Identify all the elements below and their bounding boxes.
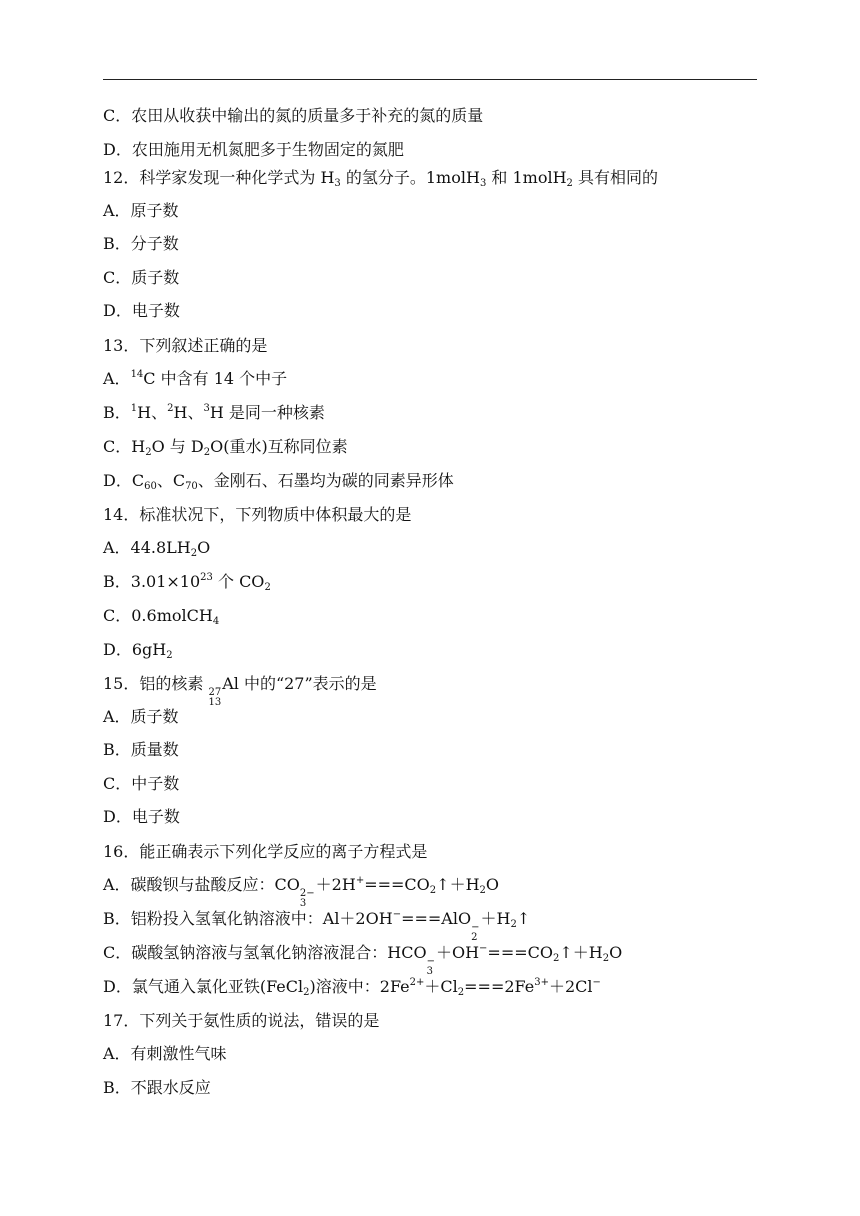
text-line: A．有刺激性气味: [103, 1044, 227, 1063]
text-line: C．农田从收获中输出的氮的质量多于补充的氮的质量: [103, 106, 484, 125]
text-line: D．$6gH_2$: [103, 640, 173, 661]
text-line: C．中子数: [103, 774, 180, 793]
text-line: B．$^1$H、$^2$H、$^3$H 是同一种核素: [103, 403, 325, 422]
text-line: A．原子数: [103, 201, 179, 220]
text-line: D．$C_{60}$、$C_{70}$、金刚石、石墨均为碳的同素异形体: [103, 471, 454, 492]
text-line: B．$3.01\times 10^{23}$ 个 $CO_2$: [103, 572, 271, 593]
text-line: A．$^{14}$C 中含有 14 个中子: [103, 369, 288, 388]
header-rule: [103, 79, 757, 80]
text-line: C．0.6molCH$_4$: [103, 606, 220, 627]
text-line: D．氯气通入氯化亚铁(FeCl$_2$)溶液中：$2Fe^{2+}+Cl_2===2Fe^{3+}+2Cl^-$: [103, 977, 601, 998]
text-line: A．$44.8LH_2O$: [103, 538, 211, 559]
text-line: D．农田施用无机氮肥多于生物固定的氮肥: [103, 140, 404, 159]
text-line: 16．能正确表示下列化学反应的离子方程式是: [103, 842, 428, 861]
text-line: A．质子数: [103, 707, 179, 726]
text-line: 13．下列叙述正确的是: [103, 336, 268, 355]
text-line: C．$H_2O$ 与 $D_2O$(重水)互称同位素: [103, 437, 348, 458]
text-line: C．质子数: [103, 268, 180, 287]
text-line: B．铝粉投入氢氧化钠溶液中：Al＋2OH−===AlO − 2 $+H_2↑$: [103, 909, 531, 943]
text-line: 17．下列关于氨性质的说法，错误的是: [103, 1011, 380, 1030]
text-line: A．碳酸钡与盐酸反应：CO 2− 3 $+2H^+===CO_2↑+H_2O$: [103, 875, 500, 909]
text-line: 15．铝的核素 27 13 Al 中的“27”表示的是: [103, 674, 377, 708]
text-line: B．不跟水反应: [103, 1078, 211, 1097]
text-line: 14．标准状况下，下列物质中体积最大的是: [103, 505, 412, 524]
text-line: D．电子数: [103, 807, 180, 826]
text-line: B．质量数: [103, 740, 179, 759]
text-line: C．碳酸氢钠溶液与氢氧化钠溶液混合：HCO − 3 $+OH^-===CO_2↑+H_2O$: [103, 943, 623, 977]
text-line: 12．科学家发现一种化学式为 $H_3$ 的氢分子。1molH$_3$ 和 1molH$_2$ 具有相同的: [103, 168, 659, 189]
text-line: B．分子数: [103, 234, 179, 253]
text-line: D．电子数: [103, 301, 180, 320]
